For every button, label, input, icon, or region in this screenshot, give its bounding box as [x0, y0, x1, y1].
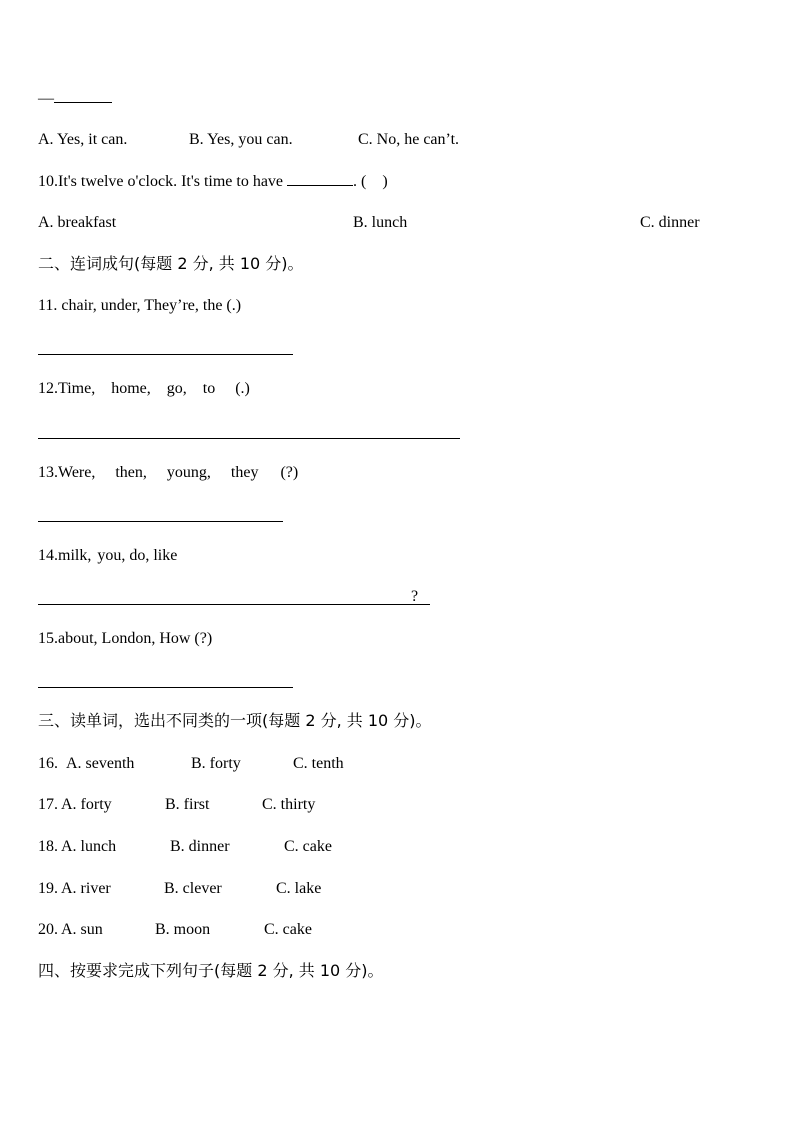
q9-option-c[interactable]: C. No, he can’t. [358, 131, 460, 148]
q13-word: they [230, 464, 259, 481]
section2-heading: 二、连词成句(每题 2 分, 共 10 分)。 [38, 254, 304, 273]
q14-question-mark: ? [411, 588, 419, 605]
q17-number: 17. [38, 796, 58, 813]
q12-word: to [202, 380, 216, 397]
q18-number: 18. [38, 838, 58, 855]
q18-option-b[interactable]: B. dinner [170, 838, 230, 855]
q12-word: 12.Time, [38, 380, 96, 397]
q16-option-c[interactable]: C. tenth [293, 755, 344, 772]
q20-option-b[interactable]: B. moon [155, 921, 211, 938]
q20-option-c[interactable]: C. cake [264, 921, 312, 938]
q10-blank[interactable] [287, 171, 353, 186]
q13-words [38, 463, 298, 483]
q13-word: then, [115, 464, 147, 481]
q9-option-a[interactable]: A. Yes, it can. [38, 131, 128, 148]
q19-option-b[interactable]: B. clever [164, 880, 222, 897]
q20-number: 20. [38, 921, 58, 938]
q13-word: 13.Were, [38, 464, 96, 481]
q17-option-c[interactable]: C. thirty [262, 796, 316, 813]
q12-words [38, 379, 250, 399]
q20-option-a[interactable]: A. sun [61, 921, 103, 938]
q19-option-a[interactable]: A. river [61, 880, 111, 897]
q14-word: 14.milk, [38, 547, 92, 564]
q15-words: 15.about, London, How (?) [38, 630, 213, 647]
q12-answer-line[interactable] [38, 438, 460, 439]
q10-close-paren: ) [382, 173, 388, 190]
q10-option-c[interactable]: C. dinner [640, 214, 700, 231]
q9-option-b[interactable]: B. Yes, you can. [189, 131, 293, 148]
q13-answer-line[interactable] [38, 521, 283, 522]
q9-answer-line [38, 88, 112, 109]
q9-blank[interactable] [54, 88, 112, 103]
q9-dash: — [38, 90, 54, 107]
q10-prefix: 10.It's twelve o'clock. It's time to have [38, 173, 284, 190]
q16-option-a[interactable]: A. seventh [66, 755, 135, 772]
q10-question [38, 171, 388, 192]
q19-number: 19. [38, 880, 58, 897]
q10-option-a[interactable]: A. breakfast [38, 214, 117, 231]
q12-word: (.) [235, 380, 250, 397]
q18-option-c[interactable]: C. cake [284, 838, 332, 855]
q10-option-b[interactable]: B. lunch [353, 214, 408, 231]
q19-option-c[interactable]: C. lake [276, 880, 322, 897]
q14-words [38, 546, 177, 566]
q12-word: home, [111, 380, 151, 397]
q10-suffix: . ( [353, 173, 367, 190]
q13-word: young, [166, 464, 211, 481]
q11-answer-line[interactable] [38, 354, 293, 355]
q11-words: 11. chair, under, They’re, the (.) [38, 297, 242, 314]
q14-word: you, do, like [97, 547, 178, 564]
q16-number: 16. [38, 755, 58, 772]
q14-answer-line[interactable] [38, 604, 430, 605]
q13-word: (?) [280, 464, 299, 481]
section4-heading: 四、按要求完成下列句子(每题 2 分, 共 10 分)。 [38, 961, 384, 980]
q16-option-b[interactable]: B. forty [191, 755, 241, 772]
q12-word: go, [166, 380, 187, 397]
section3-heading: 三、读单词，选出不同类的一项(每题 2 分, 共 10 分)。 [38, 711, 432, 730]
q17-option-b[interactable]: B. first [165, 796, 210, 813]
q18-option-a[interactable]: A. lunch [61, 838, 117, 855]
q15-answer-line[interactable] [38, 687, 293, 688]
q17-option-a[interactable]: A. forty [61, 796, 112, 813]
